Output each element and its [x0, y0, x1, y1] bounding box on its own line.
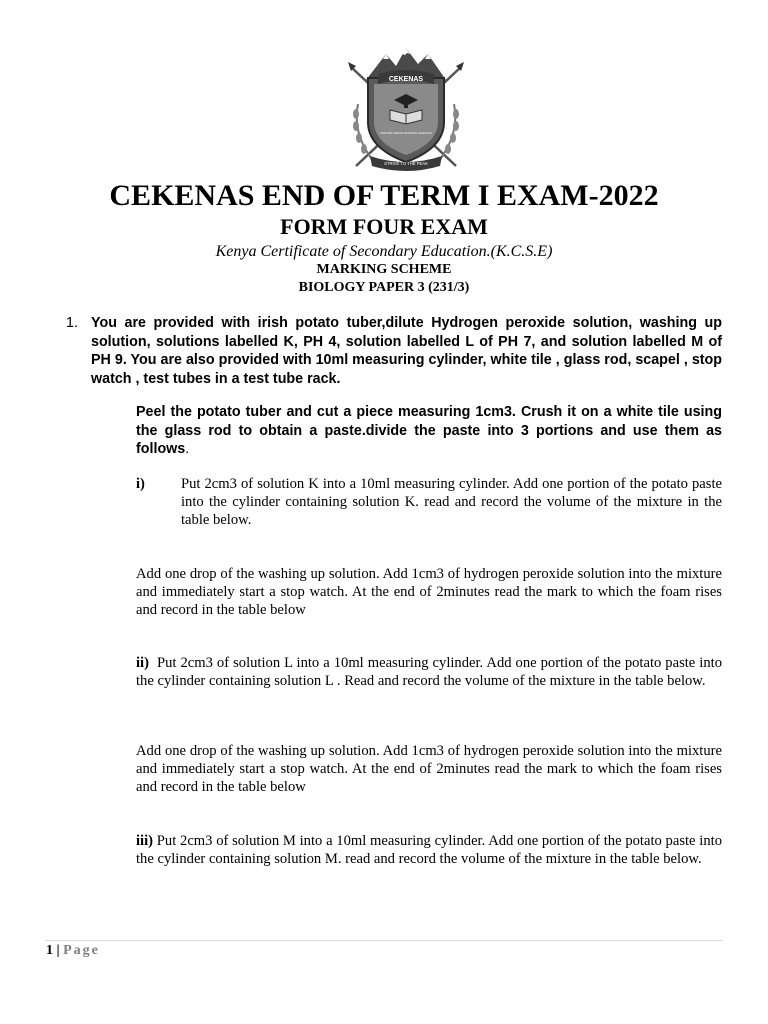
- procedure-instruction: [136, 403, 722, 459]
- marking-scheme-heading: MARKING SCHEME: [316, 262, 452, 277]
- exam-subtitle: FORM FOUR EXAM: [280, 214, 488, 239]
- page-number: 1: [46, 943, 53, 958]
- footer-separator: |: [56, 943, 60, 958]
- crest-subtext: CENTRAL KENYA NATIONAL SCHOOLS: [380, 131, 432, 135]
- instruction-text: Peel the potato tuber and cut a piece measuring 1cm3. Crush it on a white tile using the glass rod to obtain a paste.divide the paste into 3 portions and use them as follows: [136, 404, 722, 457]
- school-crest-logo: [344, 44, 468, 178]
- paper-code: BIOLOGY PAPER 3 (231/3): [298, 280, 470, 295]
- certificate-name: Kenya Certificate of Secondary Education.(K.C.S.E): [215, 243, 553, 260]
- step-text: Put 2cm3 of solution K into a 10ml measuring cylinder. Add one portion of the potato paste into the cylinder containing solution K. read and record the volume of the mixture in the table below.: [181, 476, 722, 528]
- crest-motto: STRIVE TO THE PEAK: [384, 161, 428, 166]
- footer-divider: [46, 940, 722, 941]
- page-label: Page: [63, 943, 100, 958]
- step-label: iii): [136, 833, 154, 849]
- question-number: 1.: [66, 315, 78, 331]
- step-text: Put 2cm3 of solution L into a 10ml measuring cylinder. Add one portion of the potato paste into the cylinder containing solution L . Read and record the volume of the mixture in the table below.: [136, 655, 723, 689]
- step-label: ii): [136, 655, 149, 671]
- page-footer: [46, 943, 100, 959]
- instruction-end: .: [185, 441, 190, 457]
- crest-name: CEKENAS: [388, 76, 424, 83]
- exam-title: CEKENAS END OF TERM I EXAM-2022: [109, 179, 659, 212]
- procedure-step-iii: [136, 832, 722, 868]
- procedure-step-ii-continued: Add one drop of the washing up solution. Add 1cm3 of hydrogen peroxide solution into the mixture and immediately start a stop watch. At the end of 2minutes read the mark to which the foam rises and record in the table below: [136, 743, 722, 795]
- step-label: i): [136, 476, 145, 492]
- question-text: You are provided with irish potato tuber,dilute Hydrogen peroxide solution, washing up solution, solutions labelled K, PH 4, solution labelled L of PH 7, and solution labelled M of PH 9. You are also provided with 10ml measuring cylinder, white tile , glass rod, scapel , stop watch , test tubes in a test tube rack.: [91, 315, 722, 387]
- procedure-step-ii: [136, 654, 722, 690]
- question-1: [66, 314, 722, 388]
- procedure-step-i-continued: Add one drop of the washing up solution. Add 1cm3 of hydrogen peroxide solution into the mixture and immediately start a stop watch. At the end of 2minutes read the mark to which the foam rises and record in the table below: [136, 566, 722, 618]
- step-text: Put 2cm3 of solution M into a 10ml measuring cylinder. Add one portion of the potato paste into the cylinder containing solution M. read and record the volume of the mixture in the table below.: [136, 833, 722, 867]
- procedure-step-i: [136, 475, 722, 529]
